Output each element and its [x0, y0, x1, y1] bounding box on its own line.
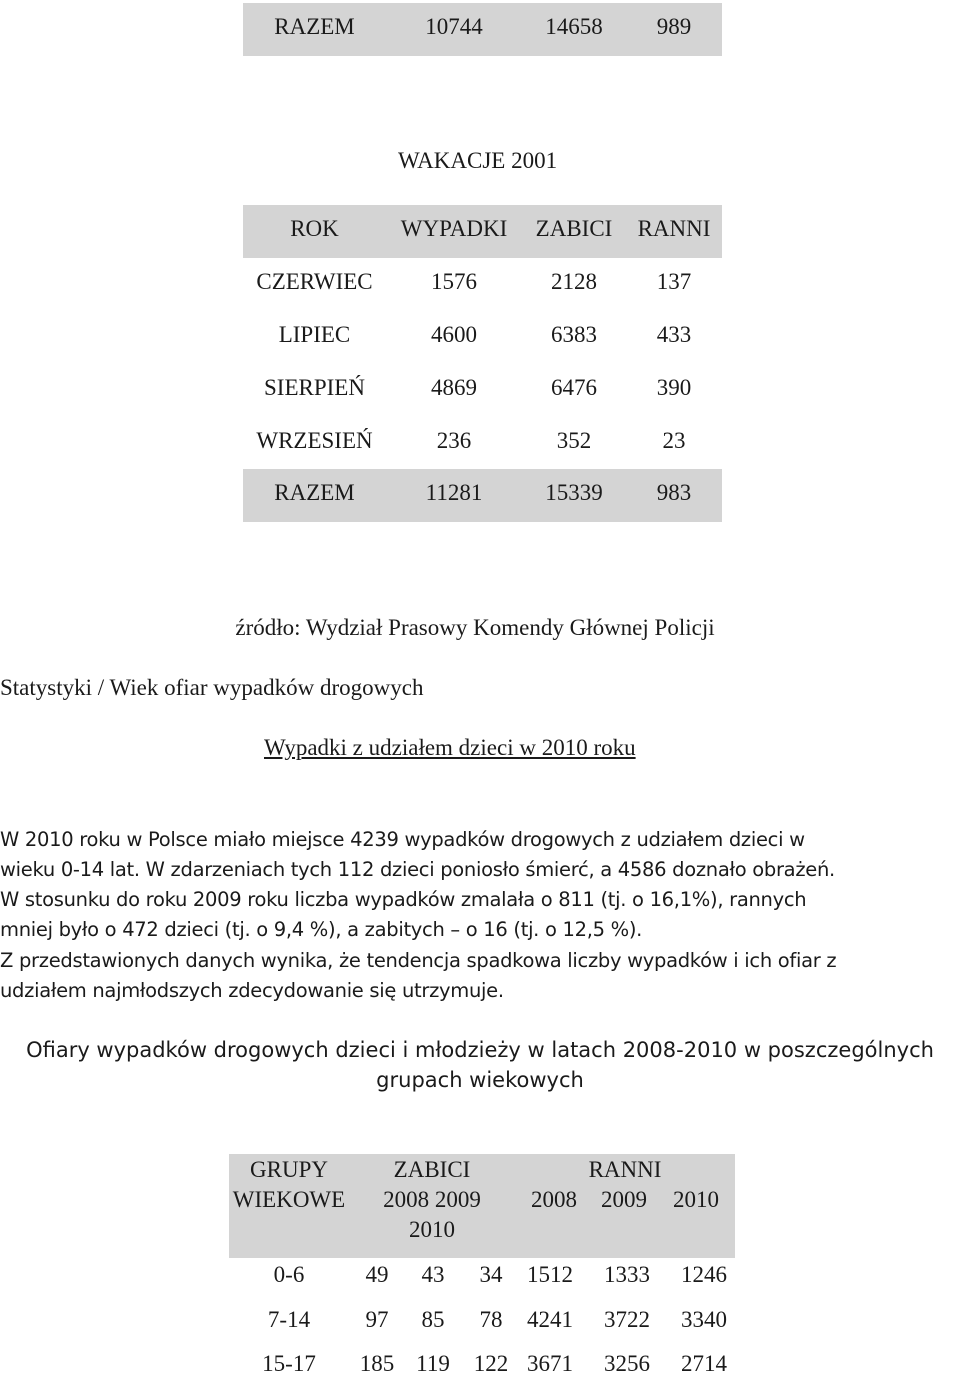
column-header: WIEKOWE [232, 1187, 346, 1212]
column-header: RANNI [637, 216, 711, 241]
table-cell: 989 [656, 14, 692, 39]
column-header: 2010 [409, 1217, 455, 1242]
table-cell: 1576 [431, 269, 477, 294]
breadcrumb[interactable]: Statystyki / Wiek ofiar wypadków drogowych [0, 675, 424, 700]
table-cell: 6476 [551, 375, 597, 400]
column-header: ROK [290, 216, 339, 241]
table-cell: 15339 [545, 480, 603, 505]
section-heading: grupach wiekowych [376, 1068, 584, 1092]
table-cell: 7-14 [267, 1307, 311, 1332]
table-cell: 390 [656, 375, 692, 400]
table-cell: 1333 [604, 1262, 650, 1287]
paragraph-line: W stosunku do roku 2009 roku liczba wypadków zmalała o 811 (tj. o 16,1%), rannych [0, 888, 807, 911]
table-row [229, 1261, 735, 1306]
table-cell: 78 [479, 1307, 503, 1332]
table-cell: SIERPIEŃ [264, 375, 365, 400]
table-cell: 3671 [527, 1351, 573, 1376]
table-row [243, 311, 722, 364]
table-cell: 85 [421, 1307, 445, 1332]
table-cell: 43 [421, 1262, 445, 1287]
column-header: RANNI [588, 1157, 662, 1182]
section-link[interactable]: Wypadki z udziałem dzieci w 2010 roku [264, 735, 636, 760]
table-cell: 34 [479, 1262, 503, 1287]
column-header: 2008 2009 [383, 1187, 481, 1212]
table-cell: LIPIEC [278, 322, 351, 347]
paragraph-line: udziałem najmłodszych zdecydowanie się utrzymuje. [0, 979, 504, 1002]
table-cell: 14658 [545, 14, 603, 39]
table-cell: WRZESIEŃ [256, 428, 373, 453]
table-2001-total-row [243, 469, 722, 522]
column-header: 2010 [673, 1187, 719, 1212]
top-table-total-row [243, 3, 722, 56]
table-cell: 1512 [527, 1262, 573, 1287]
table-row [243, 258, 722, 311]
column-header: 2009 [601, 1187, 647, 1212]
table-cell: 11281 [425, 480, 483, 505]
table-cell: 983 [656, 480, 692, 505]
table-cell: 4869 [431, 375, 477, 400]
table-cell: 236 [436, 428, 472, 453]
table-cell: 49 [365, 1262, 389, 1287]
column-header: 2008 [531, 1187, 577, 1212]
table-2001-header-row [243, 205, 722, 258]
table-cell: 137 [656, 269, 692, 294]
table-cell: 15-17 [262, 1351, 316, 1376]
table-cell: 6383 [551, 322, 597, 347]
table-cell: 352 [556, 428, 592, 453]
column-header: ZABICI [535, 216, 613, 241]
table-cell: 2714 [681, 1351, 727, 1376]
table-row [229, 1306, 735, 1351]
table-cell: 119 [416, 1351, 450, 1376]
table-cell: 97 [365, 1307, 389, 1332]
table-row [229, 1350, 735, 1395]
table-cell: 0-6 [273, 1262, 305, 1287]
table-row [243, 417, 722, 470]
table-cell: 4600 [431, 322, 477, 347]
table-cell: 23 [662, 428, 686, 453]
table-cell: 10744 [425, 14, 483, 39]
table-cell: 3340 [681, 1307, 727, 1332]
table-cell: 3256 [604, 1351, 650, 1376]
table-cell: RAZEM [274, 14, 355, 39]
age-table-header [229, 1154, 735, 1258]
table-cell: 4241 [527, 1307, 573, 1332]
table-cell: 122 [473, 1351, 509, 1376]
column-header: ZABICI [393, 1157, 471, 1182]
table-2001-title: WAKACJE 2001 [398, 148, 558, 173]
table-cell: 1246 [681, 1262, 727, 1287]
paragraph-line: W 2010 roku w Polsce miało miejsce 4239 wypadków drogowych z udziałem dzieci w [0, 828, 805, 851]
paragraph-line: Z przedstawionych danych wynika, że tendencja spadkowa liczby wypadków i ich ofiar z [0, 949, 837, 972]
table-cell: CZERWIEC [256, 269, 373, 294]
paragraph-line: wieku 0-14 lat. W zdarzeniach tych 112 dzieci poniosło śmierć, a 4586 doznało obrażeń. [0, 858, 835, 881]
table-row [243, 364, 722, 417]
table-cell: 2128 [551, 269, 597, 294]
paragraph-line: mniej było o 472 dzieci (tj. o 9,4 %), a zabitych – o 16 (tj. o 12,5 %). [0, 918, 643, 941]
column-header: WYPADKI [400, 216, 508, 241]
table-cell: 3722 [604, 1307, 650, 1332]
section-heading: Ofiary wypadków drogowych dzieci i młodzieży w latach 2008-2010 w poszczególnych [26, 1038, 934, 1062]
table-cell: 433 [656, 322, 692, 347]
source-note: źródło: Wydział Prasowy Komendy Głównej Policji [235, 615, 715, 640]
table-cell: 185 [359, 1351, 395, 1376]
column-header: GRUPY [250, 1157, 328, 1182]
table-cell: RAZEM [274, 480, 355, 505]
